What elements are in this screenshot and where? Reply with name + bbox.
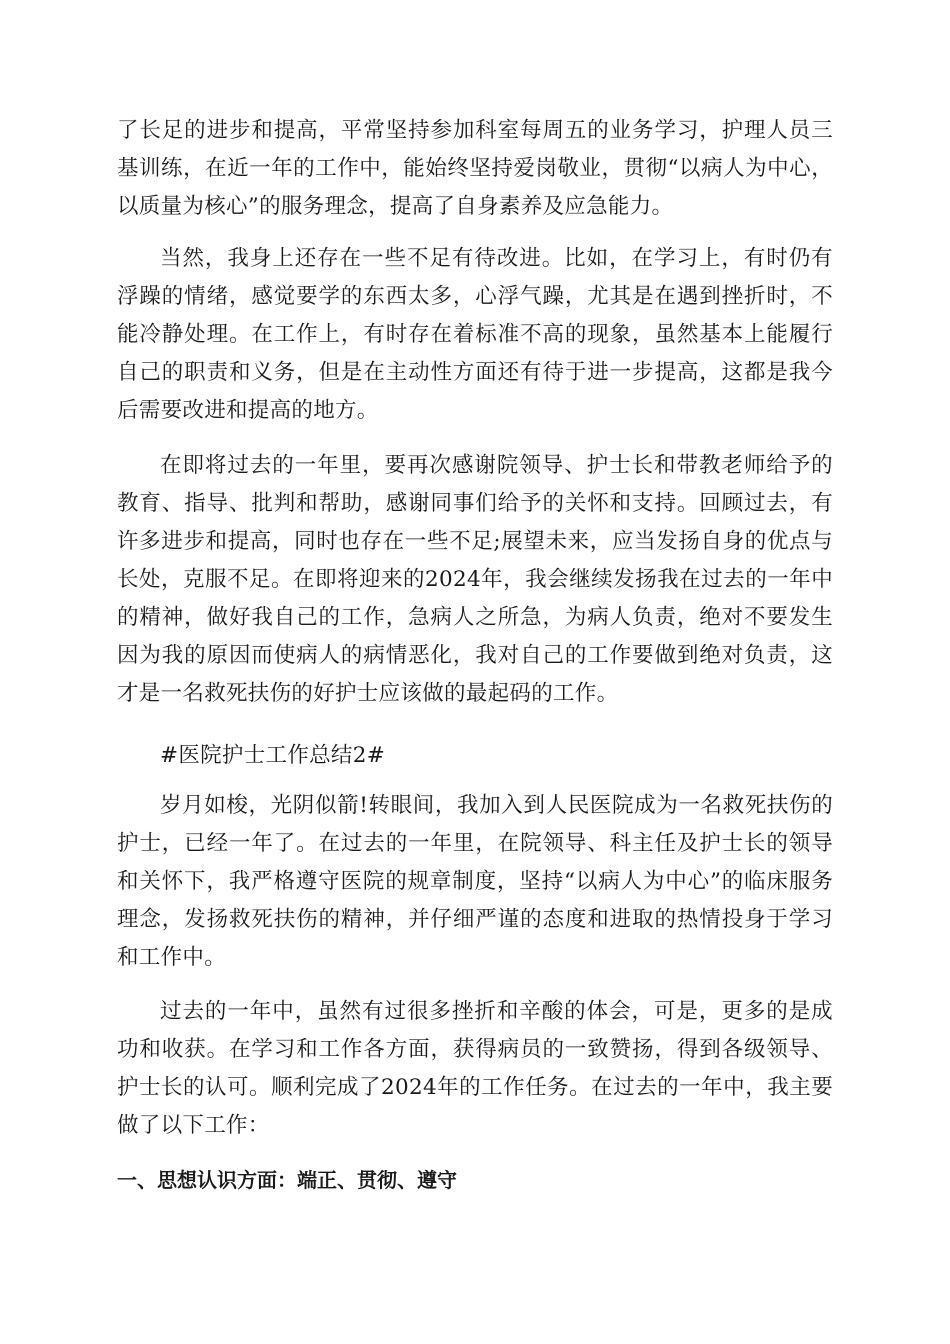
paragraph-2: 当然，我身上还存在一些不足有待改进。比如，在学习上，有时仍有浮躁的情绪，感觉要学的东西太多，心浮气躁，尤其是在遇到挫折时，不能冷静处理。在工作上，有时存在着标准不高的现象，虽然基本上能履行自己的职责和义务，但是在主动性方面还有待于进一步提高，这都是我今后需要改进和提高的地方。	[117, 246, 833, 423]
paragraph-1: 了长足的进步和提高，平常坚持参加科室每周五的业务学习，护理人员三基训练，在近一年的工作中，能始终坚持爱岗敬业，贯彻“以病人为中心，以质量为核心”的服务理念，提高了自身素养及应急能力。	[117, 118, 833, 219]
subtitle-summary-2: #医院护士工作总结2#	[160, 743, 386, 768]
paragraph-3: 在即将过去的一年里，要再次感谢院领导、护士长和带教老师给予的教育、指导、批判和帮助，感谢同事们给予的关怀和支持。回顾过去，有许多进步和提高，同时也存在一些不足;展望未来，应当发扬自身的优点与长处，克服不足。在即将迎来的2024年，我会继续发扬我在过去的一年中的精神，做好我自己的工作，急病人之所急，为病人负责，绝对不要发生因为我的原因而使病人的病情恶化，我对自己的工作要做到绝对负责，这才是一名救死扶伤的好护士应该做的最起码的工作。	[117, 453, 833, 706]
section-heading: 一、思想认识方面：端正、贯彻、遵守	[117, 1168, 457, 1192]
paragraph-4: 岁月如梭，光阴似箭!转眼间，我加入到人民医院成为一名救死扶伤的护士，已经一年了。在过去的一年里，在院领导、科主任及护士长的领导和关怀下，我严格遵守医院的规章制度，坚持“以病人为中心”的临床服务理念，发扬救死扶伤的精神，并仔细严谨的态度和进取的热情投身于学习和工作中。	[117, 793, 833, 970]
paragraph-5: 过去的一年中，虽然有过很多挫折和辛酸的体会，可是，更多的是成功和收获。在学习和工作各方面，获得病员的一致赞扬，得到各级领导、护士长的认可。顺利完成了2024年的工作任务。在过去的一年中，我主要做了以下工作：	[117, 999, 833, 1138]
